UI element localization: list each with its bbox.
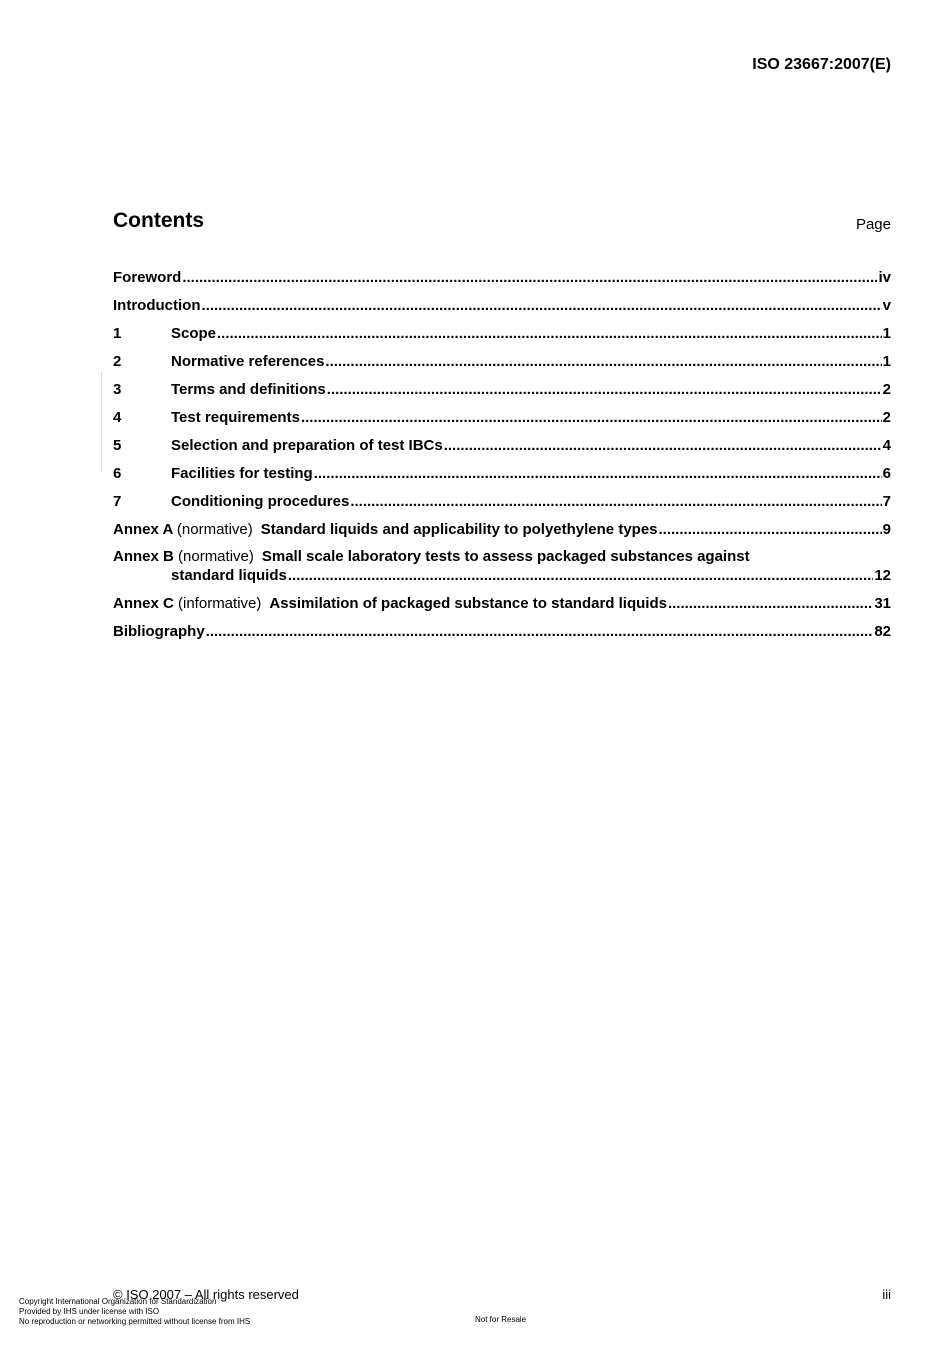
toc-entry-2[interactable] — [113, 352, 891, 380]
dot-leader — [314, 464, 882, 484]
toc-entry-title: Terms and definitions — [171, 381, 326, 398]
toc-entry-number: 3 — [113, 381, 122, 398]
dot-leader — [301, 408, 882, 428]
footer-copyright: © ISO 2007 – All rights reserved — [113, 1287, 299, 1302]
dot-leader — [350, 492, 881, 512]
toc-entry-annex-c[interactable] — [113, 594, 891, 622]
annex-letter: Annex A — [113, 521, 173, 538]
toc-entry-page: 12 — [874, 567, 891, 584]
toc-entry-number: 7 — [113, 493, 122, 510]
dot-leader — [182, 268, 877, 288]
dot-leader — [668, 594, 873, 614]
toc-entry-bibliography[interactable] — [113, 622, 891, 650]
annex-label — [113, 520, 253, 540]
toc-entry-page: v — [882, 297, 891, 314]
annex-letter: Annex B — [113, 548, 174, 565]
toc-entry-page: 2 — [882, 381, 891, 398]
dot-leader — [206, 622, 874, 642]
license-line: Provided by IHS under license with ISO — [19, 1307, 160, 1316]
toc-entry-title: Selection and preparation of test IBCs — [171, 437, 443, 454]
toc-entry-3[interactable] — [113, 380, 891, 408]
dot-leader — [444, 436, 882, 456]
annex-type: (informative) — [178, 595, 262, 612]
toc-entry-title: Foreword — [113, 269, 182, 286]
license-line: Copyright International Organization for Standardization — [19, 1297, 217, 1306]
dot-leader — [217, 324, 882, 344]
toc-entry-4[interactable] — [113, 408, 891, 436]
license-notice — [19, 1297, 250, 1327]
document-id: ISO 23667:2007(E) — [752, 56, 891, 73]
toc-entry-page: 2 — [882, 409, 891, 426]
annex-label — [113, 548, 254, 565]
dot-leader — [288, 566, 873, 586]
toc-entry-page: 82 — [874, 623, 891, 640]
toc-entry-title: Scope — [171, 325, 217, 342]
toc-entry-5[interactable] — [113, 436, 891, 464]
dot-leader — [659, 520, 882, 540]
toc-entry-page: iv — [878, 269, 891, 286]
annex-type: (normative) — [176, 521, 253, 538]
annex-b-second-line — [113, 566, 891, 586]
toc-entry-number: 5 — [113, 437, 122, 454]
toc-entry-number: 6 — [113, 465, 122, 482]
toc-entry-title: Conditioning procedures — [171, 493, 350, 510]
toc-entry-title-continued: standard liquids — [171, 567, 287, 584]
toc-entry-page: 4 — [882, 437, 891, 454]
toc-entry-1[interactable] — [113, 324, 891, 352]
toc-entry-page: 7 — [882, 493, 891, 510]
toc-entry-page: 1 — [882, 325, 891, 342]
toc-entry-title: Introduction — [113, 297, 201, 314]
dot-leader — [201, 296, 881, 316]
annex-type: (normative) — [178, 548, 254, 565]
toc-entry-title: Bibliography — [113, 623, 205, 640]
toc-entry-title: Normative references — [171, 353, 325, 370]
footer-page-number: iii — [882, 1287, 891, 1302]
contents-title: Contents — [113, 209, 204, 232]
toc-entry-annex-b[interactable] — [113, 548, 891, 594]
toc-entry-6[interactable] — [113, 464, 891, 492]
not-for-resale-notice: Not for Resale — [475, 1315, 527, 1324]
toc-entry-title: Assimilation of packaged substance to standard liquids — [269, 595, 667, 612]
toc-entry-number: 1 — [113, 325, 122, 342]
toc-entry-number: 2 — [113, 353, 122, 370]
toc-entry-title: Test requirements — [171, 409, 300, 426]
toc-entry-title: Small scale laboratory tests to assess packaged substances against — [261, 548, 750, 565]
table-of-contents — [113, 268, 891, 650]
toc-entry-page: 31 — [874, 595, 891, 612]
toc-entry-introduction[interactable] — [113, 296, 891, 324]
toc-entry-7[interactable] — [113, 492, 891, 520]
toc-entry-title: Facilities for testing — [171, 465, 313, 482]
toc-entry-page: 1 — [882, 353, 891, 370]
toc-entry-annex-a[interactable] — [113, 520, 891, 548]
toc-entry-number: 4 — [113, 409, 122, 426]
toc-entry-foreword[interactable] — [113, 268, 891, 296]
annex-label — [113, 594, 261, 614]
toc-entry-page: 9 — [882, 521, 891, 538]
dot-leader — [327, 380, 882, 400]
dot-leader — [325, 352, 881, 372]
toc-entry-title: Standard liquids and applicability to polyethylene types — [260, 521, 658, 538]
annex-b-first-line — [113, 548, 891, 566]
toc-entry-page: 6 — [882, 465, 891, 482]
page-column-label: Page — [855, 216, 891, 233]
license-line: No reproduction or networking permitted without license from IHS — [19, 1317, 251, 1326]
margin-mark — [101, 372, 103, 472]
annex-letter: Annex C — [113, 595, 174, 612]
